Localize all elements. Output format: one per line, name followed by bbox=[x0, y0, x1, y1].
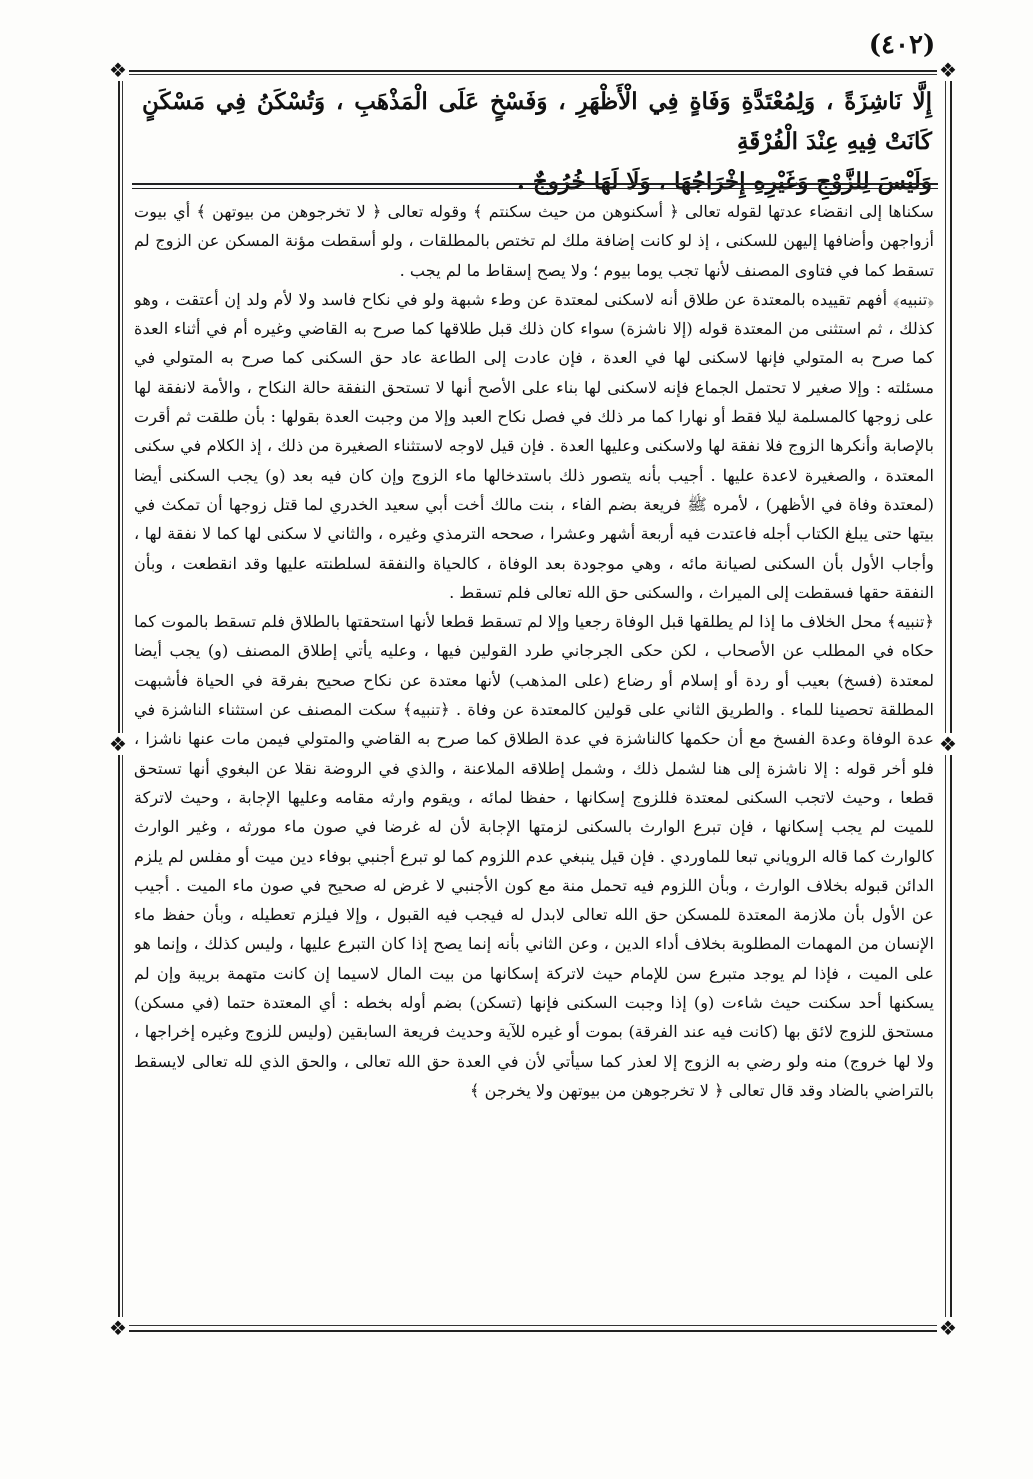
side-ornament-icon: ❖ bbox=[937, 733, 959, 755]
corner-ornament-icon: ❖ bbox=[937, 59, 959, 81]
commentary-paragraph: ﴿تنبيه﴾ أفهم تقييده بالمعتدة عن طلاق أنه لاسكنى لمعتدة عن وطء شبهة ولو في نكاح فاسد ولا لأم ولد إن أعتقت ، وهو كذلك ، ثم استثنى من المعتدة قوله (إلا ناشزة) سواء كان ذلك قبل طلاقها كما صرح به القاضي وغيره أم في أثناء العدة كما صرح به المتولي فإنها لاسكنى لها في العدة ، فإن عادت إلى الطاعة عاد حق السكنى كما صرح به المتولي في مسئلته : وإلا صغير لا تحتمل الجماع فإنه لاسكنى لها بناء على الأصح أنها لا تستحق النفقة حالة النكاح ، والأمة لانفقة لها على زوجها كالمسلمة ليلا فقط أو نهارا كما مر ذلك في فصل نكاح العبد وإلا من وجبت العدة بقولها : بأن طلقت ثم أقرت بالإصابة وأنكرها الزوج فلا نفقة لها ولاسكنى وعليها العدة . فإن قيل لاوجه لاستثناء الصغيرة من ذلك ، إذ الكلام في سكنى المعتدة ، والصغيرة لاعدة عليها . أجيب بأنه يتصور ذلك باستدخالها ماء الزوج وإن كان فيه بعد (و) يجب السكنى أيضا (لمعتدة وفاة في الأظهر) ، لأمره ﷺ فريعة بضم الفاء ، بنت مالك أخت أبي سعيد الخدري لما قتل زوجها أن تمكث في بيتها حتى يبلغ الكتاب أجله فاعتدت فيه أربعة أشهر وعشرا ، صححه الترمذي وغيره ، والثاني لا سكنى لها كما لا نفقة لها ، وأجاب الأول بأن السكنى لصيانة مائه ، وهي موجودة بعد الوفاة ، كالحياة والنفقة لسلطنته عليها وقد انقطعت ، وبأن النفقة حقها فسقطت إلى الميراث ، والسكنى حق الله تعالى فلم تسقط . bbox=[134, 289, 934, 602]
page-number: (٤٠٢) bbox=[868, 30, 936, 60]
commentary-paragraph: سكناها إلى انقضاء عدتها لقوله تعالى ﴿ أسكنوهن من حيث سكنتم ﴾ وقوله تعالى ﴿ لا تخرجوهن من بيوتهن ﴾ أي بيوت أزواجهن وأضافها إليهن للسكنى ، إذ لو كانت إضافة ملك لم تختص بالمطلقات ، ولو أسقطت مؤنة المسكن عن الزوج لم تسقط كما في فتاوى المصنف لأنها تجب يوما بيوم ؛ ولا يصح إسقاط ما لم يجب . bbox=[134, 202, 934, 280]
corner-ornament-icon: ❖ bbox=[107, 1317, 129, 1339]
corner-ornament-icon: ❖ bbox=[107, 59, 129, 81]
divider-rule bbox=[132, 188, 938, 189]
side-ornament-icon: ❖ bbox=[107, 733, 129, 755]
divider-rule bbox=[132, 183, 938, 185]
corner-ornament-icon: ❖ bbox=[937, 1317, 959, 1339]
matn-line: وَلَيْسَ لِلزَّوْجِ وَغَيْرِهِ إِخْرَاجُهَا ، وَلَا لَهَا خُرُوجٌ . bbox=[516, 168, 932, 195]
commentary-paragraph: ﴿تنبيه﴾ محل الخلاف ما إذا لم يطلقها قبل الوفاة رجعيا وإلا لم تسقط قطعا لأنها استحقتها بالطلاق فلم تسقط بالموت كما حكاه في المطلب عن الأصحاب ، لكن حكى الجرجاني طرد القولين فيها ، وعليه يأتي إطلاق المصنف (و) يجب أيضا لمعتدة (فسخ) بعيب أو ردة أو إسلام أو رضاع (على المذهب) لأنها معتدة عن نكاح صحيح بفرقة في الحياة فأشبهت المطلقة تحصينا للماء . والطريق الثاني على قولين كالمعتدة عن وفاة . ﴿تنبيه﴾ سكت المصنف عن استثناء الناشزة في عدة الوفاة وعدة الفسخ مع أن حكمها كالناشزة في عدة الطلاق كما صرح به القاضي والمتولي فيمن مات عنها ناشزا ، فلو أخر قوله : إلا ناشزة إلى هنا لشمل ذلك ، وشمل إطلاقه الملاعنة ، والذي في الروضة نقلا عن البغوي أنها تستحق قطعا ، وحيث لاتجب السكنى لمعتدة فللزوج إسكانها ، حفظا لمائه ، ويقوم وارثه مقامه وعليها الإجابة ، وحيث لاتركة للميت لم يجب إسكانها ، فإن تبرع الوارث بالسكنى لزمتها الإجابة لأن له غرضا في صون ماء مورثه ، وغير الوارث كالوارث كما قاله الروياني تبعا للماوردي . فإن قيل ينبغي عدم اللزوم كما لو تبرع أجنبي بوفاء دين ميت أو مفلس لم يلزم الدائن قبوله بخلاف الوارث ، وبأن اللزوم فيه تحمل منة مع كون الأجنبي لا غرض له صحيح في صون ماء الميت . أجيب عن الأول بأن ملازمة المعتدة للمسكن حق الله تعالى لابدل له فيجب فيه القبول ، وإلا فيلزم تعطيله ، وبأن حفظ ماء الإنسان من المهمات المطلوبة بخلاف أداء الدين ، وعن الثاني بأنه إنما يصح إذا كان التبرع عليها ، وليس كذلك ، وإنما هو على الميت ، فإذا لم يوجد متبرع سن للإمام حيث لاتركة إسكانها من بيت المال لاسيما إن كانت متهمة بريبة وإن لم يسكنها أحد سكنت حيث شاءت (و) إذا وجبت السكنى فإنها (تسكن) بضم أوله بخطه : أي المعتدة حتما (في مسكن) مستحق للزوج لائق بها (كانت فيه عند الفرقة) بموت أو غيره للآية وحديث فريعة السابقين (وليس للزوج وغيره إخراجها ، ولا لها خروج) منه ولو رضي به الزوج إلا لعذر كما سيأتي لأن في العدة حق الله تعالى ، والحق الذي لله تعالى لايسقط بالتراضي بالضاد وقد قال تعالى ﴿ لا تخرجوهن من بيوتهن ولا يخرجن ﴾ bbox=[134, 612, 934, 1100]
commentary-text bbox=[134, 197, 934, 1321]
matn-line: إِلَّا نَاشِزَةً ، وَلِمُعْتَدَّةِ وَفَاةٍ فِي الْأَظْهَرِ ، وَفَسْخٍ عَلَى الْمَذْهَبِ ، وَتُسْكَنُ فِي مَسْكَنٍ كَانَتْ فِيهِ عِنْدَ الْفُرْقَةِ bbox=[142, 88, 932, 155]
